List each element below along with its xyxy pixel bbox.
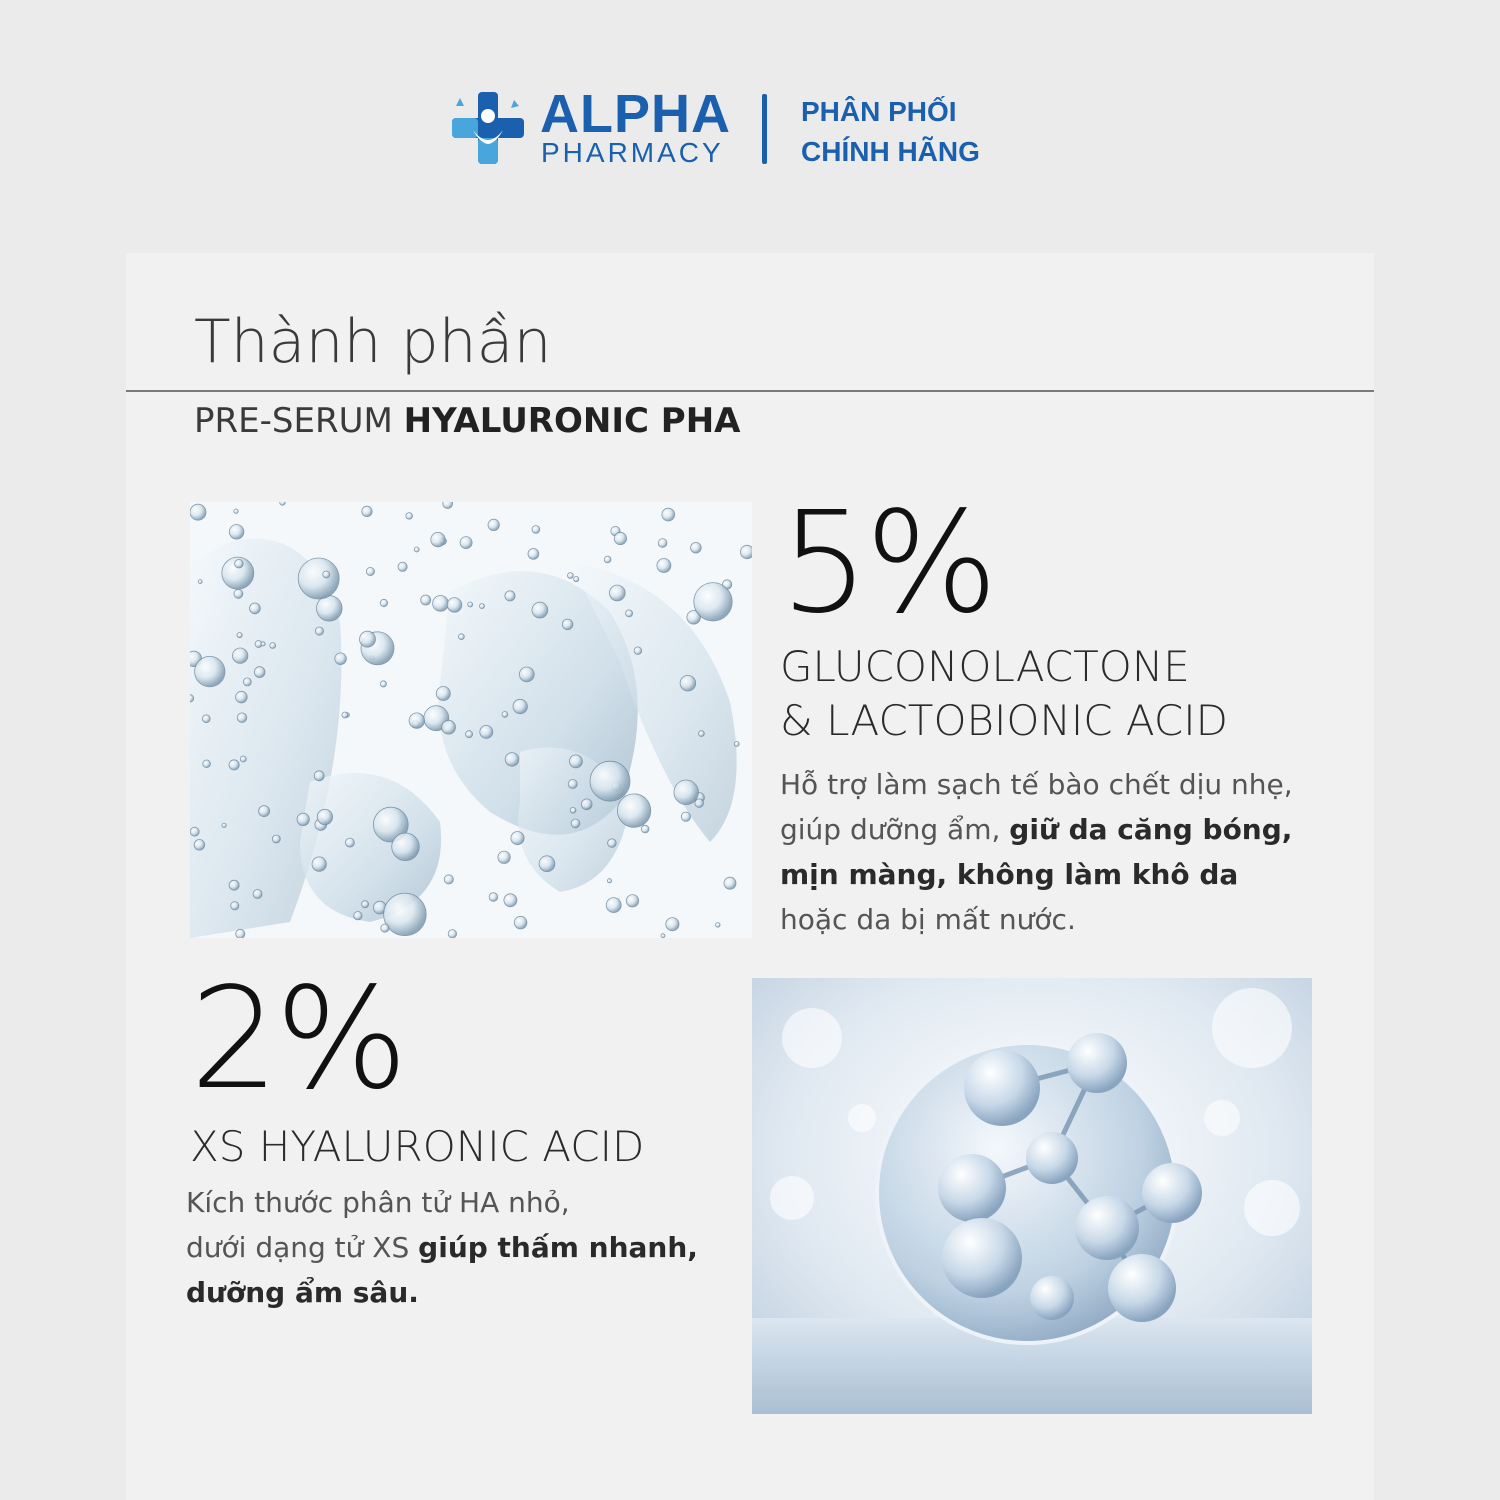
bubble xyxy=(661,934,665,938)
gel-bubbles-illustration xyxy=(190,502,752,938)
alpha-pharmacy-logo-icon xyxy=(448,88,528,168)
bubble xyxy=(259,806,270,817)
bubble xyxy=(237,713,247,723)
bubble xyxy=(335,653,347,665)
bubble xyxy=(528,549,539,560)
bubble xyxy=(511,832,524,845)
bubble xyxy=(231,902,239,910)
bubble xyxy=(203,760,211,768)
bubble xyxy=(480,725,493,738)
ingredient-1-desc-line-4: hoặc da bị mất nước. xyxy=(780,903,1076,936)
bubble xyxy=(362,901,369,908)
bubble xyxy=(466,731,473,738)
product-prefix: PRE-SERUM xyxy=(194,401,393,441)
bubble xyxy=(236,691,248,703)
bubble xyxy=(421,595,431,605)
bubble xyxy=(634,647,642,655)
bubble xyxy=(532,602,548,618)
bubble xyxy=(513,699,527,713)
bubble xyxy=(240,756,246,762)
bubble xyxy=(342,712,348,718)
bubble xyxy=(480,604,485,609)
bubble xyxy=(488,519,499,530)
bubble xyxy=(617,794,650,827)
brand-name: ALPHA xyxy=(540,84,731,144)
bubble xyxy=(608,839,617,848)
bubble xyxy=(444,875,453,884)
header xyxy=(0,0,1500,250)
bubble xyxy=(323,571,330,578)
product-line xyxy=(194,400,740,442)
tagline-line-1: PHÂN PHỐI xyxy=(801,96,957,127)
bubble xyxy=(236,929,245,938)
ingredient-2-desc-line-3: dưỡng ẩm sâu. xyxy=(186,1276,419,1309)
bubble xyxy=(694,583,732,621)
bubble xyxy=(740,545,752,558)
bubble xyxy=(570,807,576,813)
bubble xyxy=(691,542,702,553)
bubble xyxy=(443,502,453,509)
ingredient-1-description xyxy=(780,762,1350,942)
tagline-line-2: CHÍNH HÃNG xyxy=(801,136,980,167)
bubble xyxy=(272,835,280,843)
brand-subtitle: PHARMACY xyxy=(541,137,724,168)
bubble xyxy=(604,556,611,563)
bubble xyxy=(261,642,265,646)
bubble xyxy=(626,895,638,907)
bubble xyxy=(234,589,243,598)
bubble xyxy=(202,715,210,723)
bubble xyxy=(406,513,413,520)
bubble xyxy=(317,809,332,824)
bubble xyxy=(680,675,696,691)
bubble xyxy=(539,856,555,872)
bubble xyxy=(514,916,527,929)
bubble xyxy=(314,771,324,781)
bubble xyxy=(229,760,239,770)
ingredient-1-name xyxy=(780,640,1228,748)
bubble xyxy=(233,648,248,663)
bubble xyxy=(562,619,573,630)
bubble xyxy=(398,562,407,571)
bubble xyxy=(431,532,445,546)
bubble xyxy=(433,596,449,612)
bubble xyxy=(662,508,675,521)
ingredient-2-desc-line-1: Kích thước phân tử HA nhỏ, xyxy=(186,1186,570,1219)
bubble xyxy=(384,893,427,936)
bubble xyxy=(380,681,386,687)
bubble xyxy=(489,893,498,902)
ingredient-1-desc-line-2a: giúp dưỡng ẩm, xyxy=(780,813,1001,846)
water-gel-bubbles-image xyxy=(190,502,752,938)
bubble xyxy=(568,573,574,579)
ingredient-1-desc-line-2b: giữ da căng bóng, xyxy=(1009,813,1293,846)
bubble xyxy=(459,634,465,640)
bubble xyxy=(724,877,736,889)
bubble xyxy=(198,580,202,584)
ingredient-2-name xyxy=(190,1120,644,1174)
bubble xyxy=(519,667,534,682)
bubble xyxy=(590,761,630,801)
bubble xyxy=(381,924,389,932)
bubble xyxy=(448,930,456,938)
bubble xyxy=(235,559,244,568)
bubble xyxy=(360,631,376,647)
bubble xyxy=(315,627,323,635)
bubble xyxy=(674,780,699,805)
bubble xyxy=(569,755,582,768)
bubble xyxy=(354,912,362,920)
brand-divider xyxy=(762,94,767,164)
bubble xyxy=(222,823,226,827)
bubble xyxy=(699,731,705,737)
bubble xyxy=(280,502,286,505)
ingredient-1-desc-line-2 xyxy=(780,807,1350,852)
ingredient-2-percent: 2% xyxy=(190,958,405,1121)
bubble xyxy=(392,833,420,861)
bubble xyxy=(229,880,239,890)
ingredient-1-name-line-1: GLUCONOLACTONE xyxy=(780,642,1190,691)
bubble xyxy=(442,720,456,734)
bubble xyxy=(460,537,472,549)
bubble xyxy=(532,526,540,534)
bubble xyxy=(317,596,343,622)
bubble xyxy=(436,687,450,701)
bubble xyxy=(270,643,276,649)
bubble xyxy=(695,799,704,808)
bubble xyxy=(190,504,206,520)
bubble xyxy=(658,539,667,548)
bubble xyxy=(190,695,194,702)
bubble xyxy=(237,633,242,638)
bubble xyxy=(253,890,262,899)
ingredient-1-name-line-2: & LACTOBIONIC ACID xyxy=(780,696,1228,745)
bubble xyxy=(504,894,517,907)
bubble xyxy=(298,558,339,599)
product-name: HYALURONIC PHA xyxy=(403,401,741,441)
bubble xyxy=(468,602,473,607)
bubble xyxy=(297,813,309,825)
bubble xyxy=(626,610,633,617)
section-title: Thành phần xyxy=(194,307,552,377)
ingredient-2-desc-line-2a: dưới dạng tử XS xyxy=(186,1231,410,1264)
ingredient-1-desc-line-1: Hỗ trợ làm sạch tế bào chết dịu nhẹ, xyxy=(780,768,1293,801)
ingredient-1-desc-line-3: mịn màng, không làm khô da xyxy=(780,858,1239,891)
bubble xyxy=(234,509,238,513)
bubble xyxy=(254,667,265,678)
bubble xyxy=(195,656,225,686)
bubble xyxy=(505,753,519,767)
tagline xyxy=(801,92,980,172)
ingredient-1-percent: 5% xyxy=(780,482,995,645)
bubble xyxy=(414,547,419,552)
bubble xyxy=(574,577,579,582)
bubble xyxy=(641,825,649,833)
bubble xyxy=(657,559,671,573)
molecule-sphere-image xyxy=(752,978,1312,1414)
bubble xyxy=(734,742,739,747)
bubble xyxy=(380,599,387,606)
bubble xyxy=(366,567,374,575)
bubble xyxy=(502,712,508,718)
bubble xyxy=(571,819,580,828)
bubble xyxy=(190,827,199,836)
ingredient-2-desc-line-2 xyxy=(186,1225,746,1270)
bubble xyxy=(345,838,354,847)
bubble xyxy=(229,525,244,540)
bubble xyxy=(609,585,625,601)
bubble xyxy=(409,713,424,728)
bubble xyxy=(250,603,261,614)
bubble xyxy=(447,598,462,613)
bubble xyxy=(606,898,621,913)
bubble xyxy=(568,780,577,789)
ingredient-2-name-line-1: XS HYALURONIC ACID xyxy=(190,1122,645,1171)
bubble xyxy=(362,506,372,516)
bubble xyxy=(614,532,626,544)
bubble xyxy=(498,851,510,863)
bubble xyxy=(194,840,205,851)
bubble xyxy=(312,857,326,871)
bubble xyxy=(716,923,721,928)
bubble xyxy=(666,918,679,931)
bubble xyxy=(607,879,611,883)
bubble xyxy=(505,591,515,601)
bubble xyxy=(681,812,690,821)
ingredient-2-description xyxy=(186,1180,746,1315)
section-divider xyxy=(126,390,1374,392)
ingredient-2-desc-line-2b: giúp thấm nhanh, xyxy=(418,1231,698,1264)
molecule-illustration xyxy=(752,978,1312,1414)
bubble xyxy=(243,678,251,686)
bubble xyxy=(581,799,592,810)
